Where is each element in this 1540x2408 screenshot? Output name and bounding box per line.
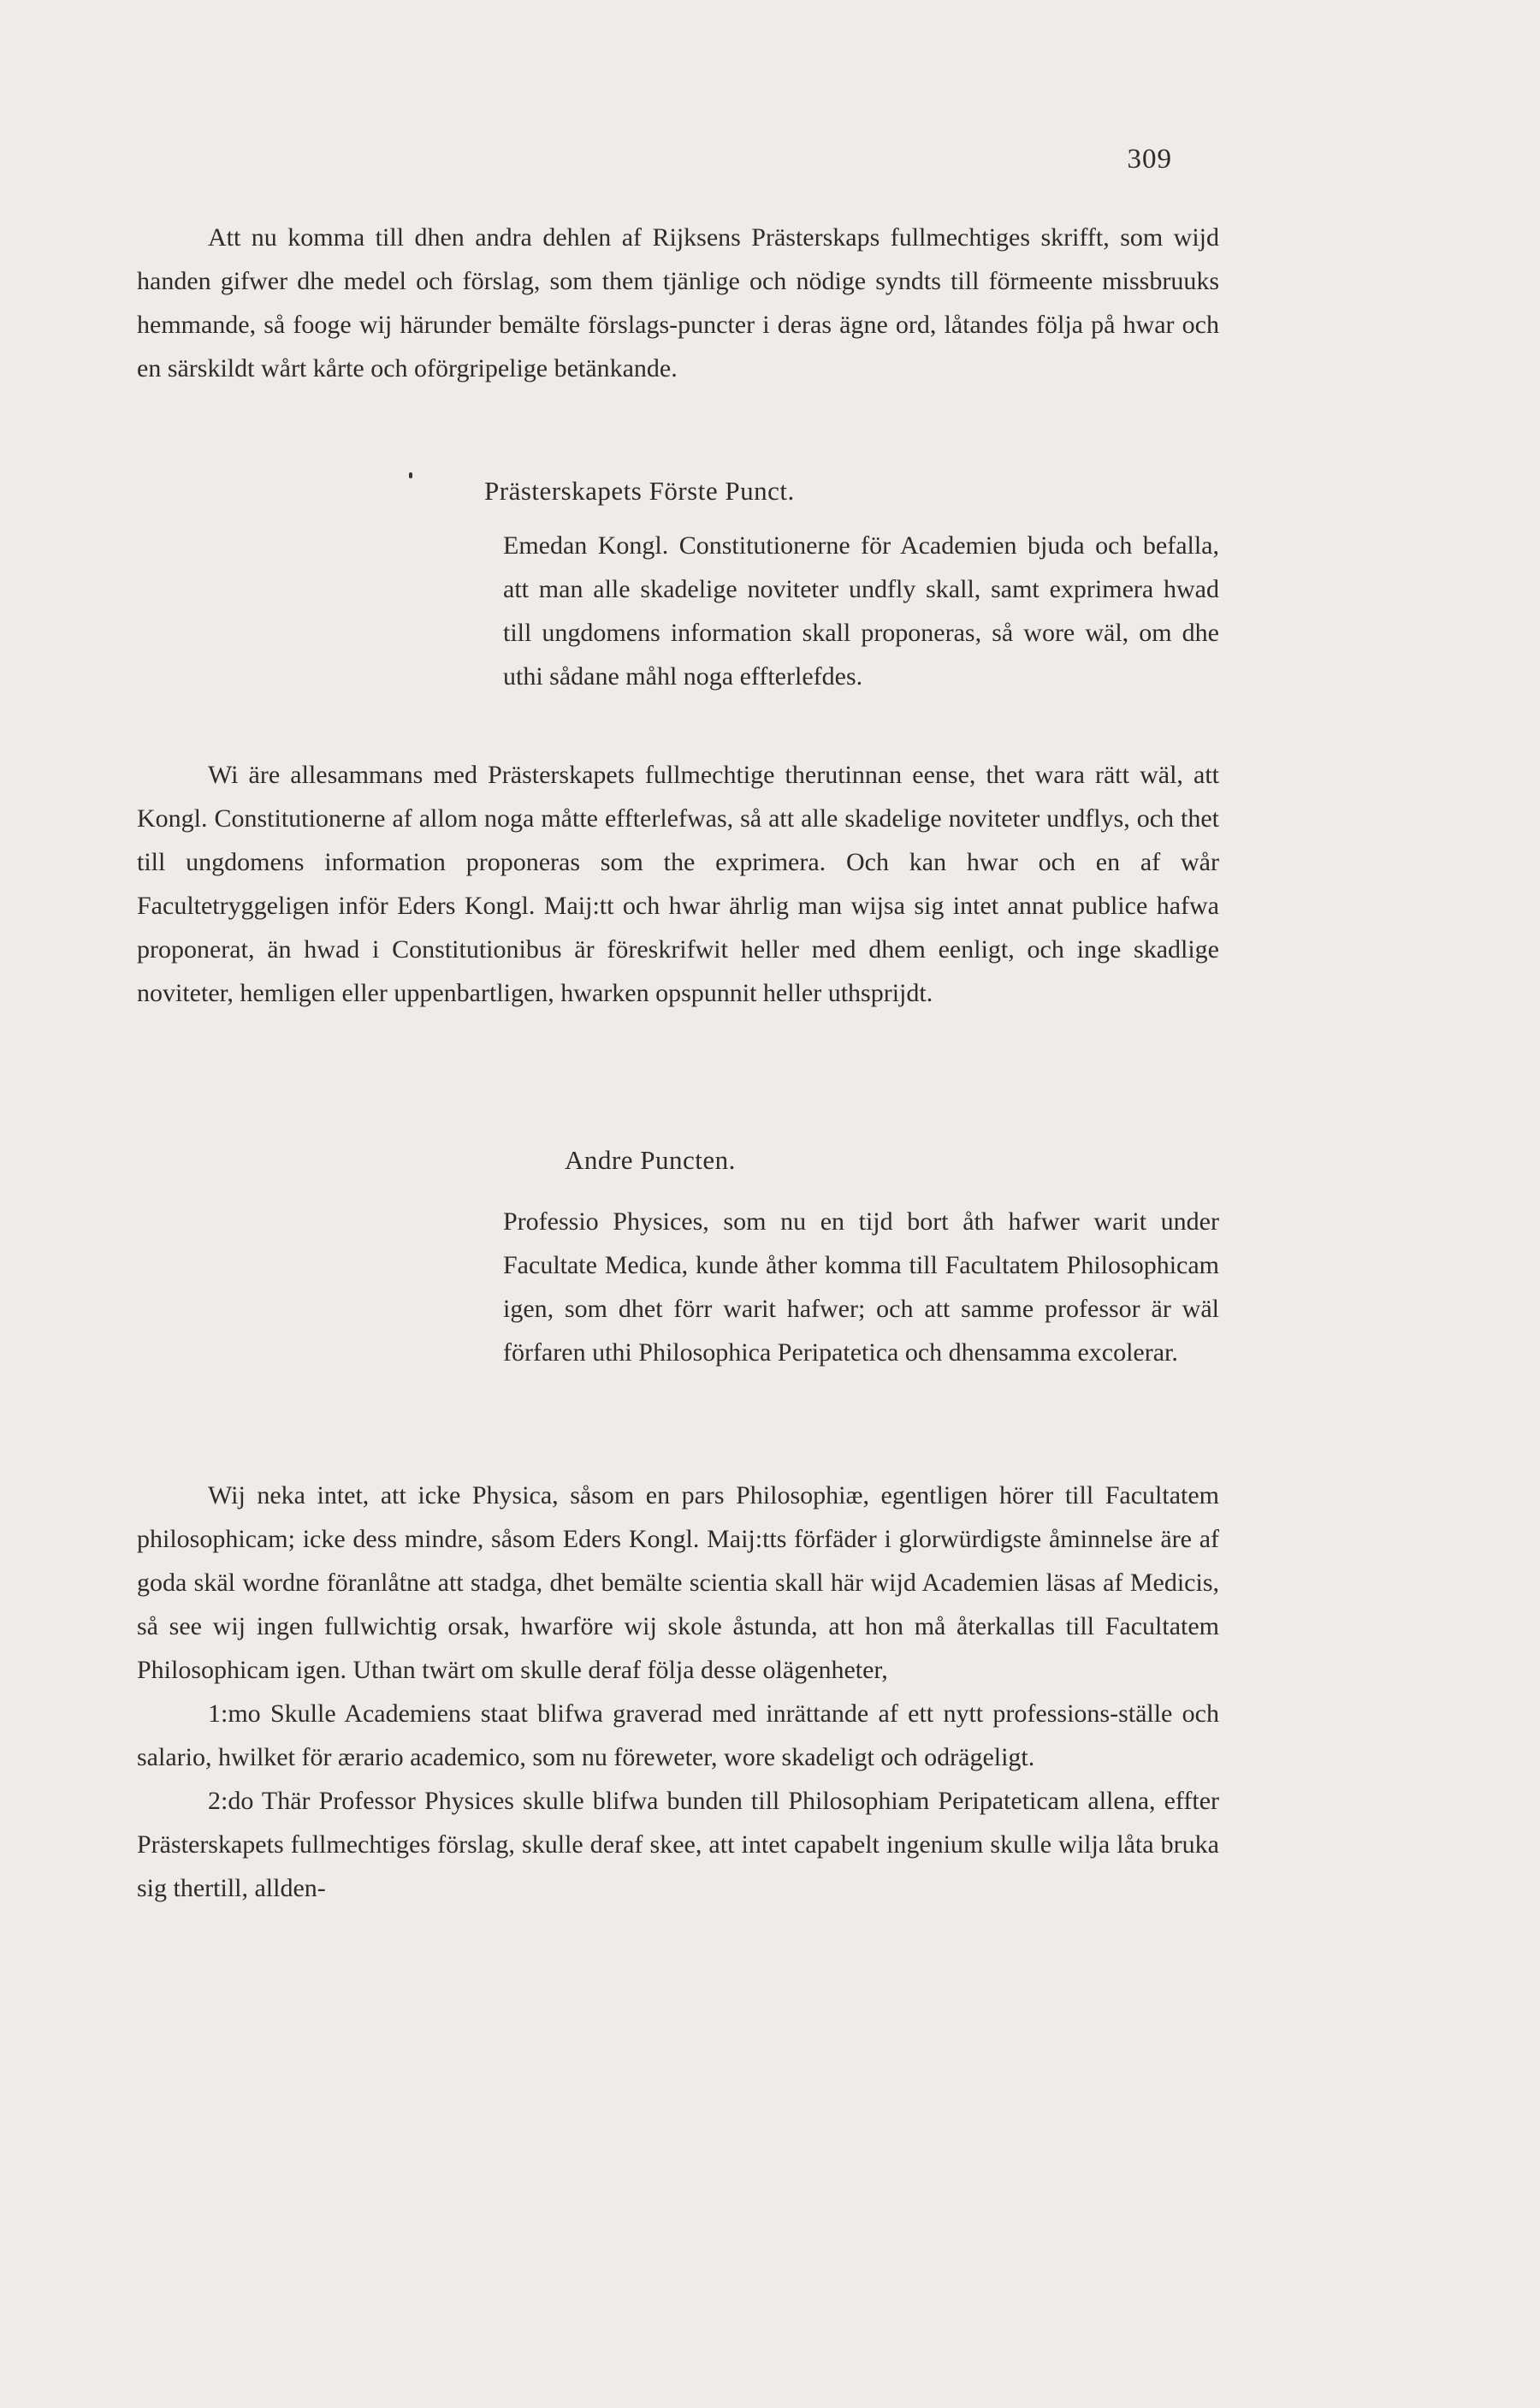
section-2-heading: Andre Puncten. (565, 1145, 736, 1175)
section-1-quote-block (503, 524, 1219, 698)
section-2-point-2: 2:do Thär Professor Physices skulle blifwa bunden till Philosophiam Peripateticam allena, effter Prästerskapets fullmechtiges förslag, skulle deraf skee, att intet capabelt ingenium skulle wilja låta bruka sig thertill, allden- (137, 1787, 1219, 1902)
intro-paragraph-block (137, 216, 1219, 390)
section-1-heading: Prästerskapets Förste Punct. (484, 476, 795, 506)
section-2-response: Wij neka intet, att icke Physica, såsom en pars Philosophiæ, egentligen hörer till Facultatem philosophicam; icke dess mindre, såsom Eders Kongl. Maij:tts förfäder i glorwürdigste åminnelse äre af goda skäl wordne föranlåtne att stadga, dhet bemälte scientia skall här wijd Academien läsas af Medicis, så see wij ingen fullwichtig orsak, hwarföre wij skole åstunda, att hon må återkallas till Facultatem Philosophicam igen. Uthan twärt om skulle deraf följa desse olägenheter, (137, 1481, 1219, 1684)
section-2-quote: Professio Physices, som nu en tijd bort åth hafwer warit under Facultate Medica, kunde åther komma till Facultatem Philosophicam igen, som dhet förr warit hafwer; och att samme professor är wäl förfaren uthi Philosophica Peripatetica och dhensamma excolerar. (503, 1207, 1219, 1367)
section-1-quote: Emedan Kongl. Constitutionerne för Academien bjuda och befalla, att man alle skadelige noviteter undfly skall, samt exprimera hwad till ungdomens information skall proponeras, så wore wäl, om dhe uthi sådane måhl noga effterlefdes. (503, 531, 1219, 691)
section-2-point-1: 1:mo Skulle Academiens staat blifwa graverad med inrättande af ett nytt professions-ställe och salario, hwilket för ærario academico, som nu föreweter, wore skadeligt och odrägeligt. (137, 1699, 1219, 1771)
section-2-quote-block (503, 1200, 1219, 1374)
intro-paragraph: Att nu komma till dhen andra dehlen af Rijksens Prästerskaps fullmechtiges skrifft, som wijd handen gifwer dhe medel och förslag, som them tjänlige och nödige syndts till förmeente missbruuks hemmande, så fooge wij härunder bemälte förslags-puncter i deras ägne ord, låtandes följa på hwar och en särskildt wårt kårte och oförgripelige betänkande. (137, 223, 1219, 383)
section-1-response-block (137, 753, 1219, 1015)
page-number: 309 (1127, 144, 1172, 175)
ink-speck (409, 472, 412, 478)
section-2-response-block (137, 1474, 1219, 1910)
section-1-response: Wi äre allesammans med Prästerskapets fullmechtige therutinnan eense, thet wara rätt wäl, att Kongl. Constitutionerne af allom noga måtte effterlefwas, så att alle skadelige noviteter undflys, och thet till ungdomens information proponeras som the exprimera. Och kan hwar och en af wår Facultetryggeligen inför Eders Kongl. Maij:tt och hwar ährlig man wijsa sig intet annat publice hafwa proponerat, än hwad i Constitutionibus är föreskrifwit heller med dhem eenligt, och inge skadlige noviteter, hemligen eller uppenbartligen, hwarken opspunnit heller uthsprijdt. (137, 761, 1219, 1007)
